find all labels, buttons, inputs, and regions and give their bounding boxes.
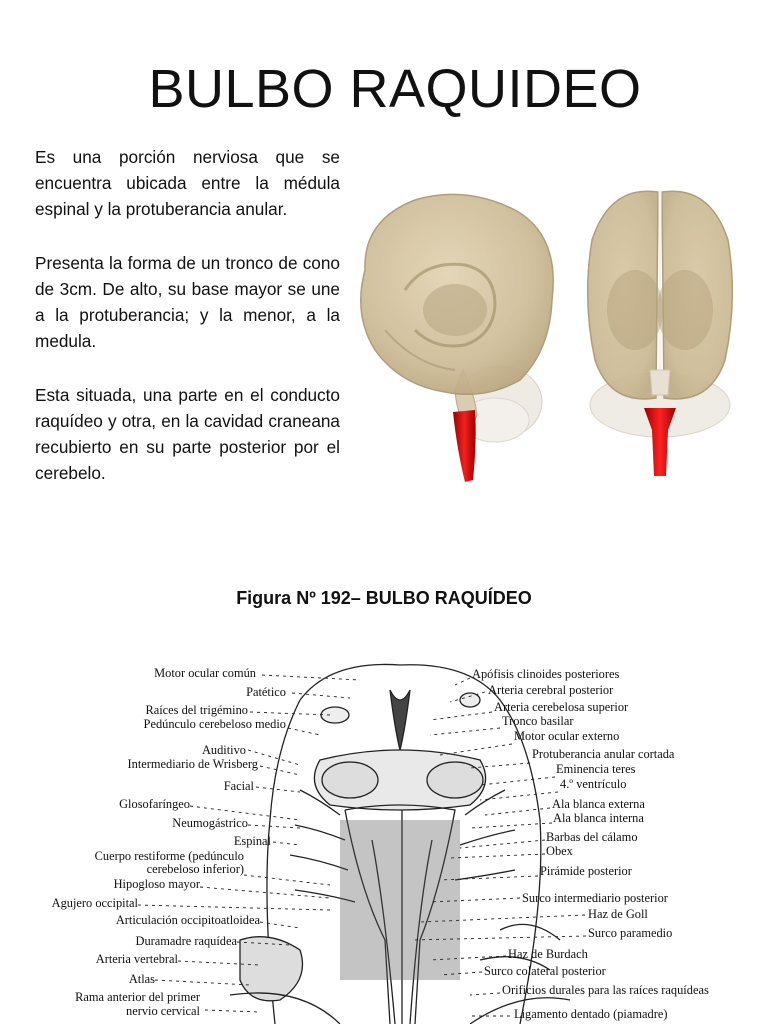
label-eminencia-teres: Eminencia teres	[556, 762, 636, 776]
label-glosofaringeo: Glosofaríngeo	[119, 797, 190, 811]
label-barbas-calamo: Barbas del cálamo	[546, 830, 638, 844]
label-auditivo: Auditivo	[201, 743, 246, 757]
label-cerebeloso-inferior: cerebeloso inferior)	[146, 862, 244, 876]
label-arteria-cerebral-posterior: Arteria cerebral posterior	[488, 683, 614, 697]
label-atlas: Atlas	[128, 972, 155, 986]
label-patetico: Patético	[246, 685, 286, 699]
label-ala-blanca-interna: Ala blanca interna	[553, 811, 644, 825]
label-facial: Facial	[223, 779, 254, 793]
label-surco-intermediario: Surco intermediario posterior	[522, 891, 668, 905]
label-arteria-cerebelosa-superior: Arteria cerebelosa superior	[494, 700, 629, 714]
paragraph-location: Es una porción nerviosa que se encuentra ubicada entre la médula espinal y la protuberancia anular.	[35, 147, 340, 219]
label-motor-ocular-externo: Motor ocular externo	[514, 729, 620, 743]
label-hipogloso-mayor: Hipogloso mayor	[113, 877, 200, 891]
label-obex: Obex	[546, 844, 573, 858]
label-cuarto-ventriculo: 4.º ventrículo	[560, 777, 627, 791]
label-arteria-vertebral: Arteria vertebral	[95, 952, 178, 966]
medulla-highlight	[453, 410, 476, 482]
label-protuberancia-anular: Protuberancia anular cortada	[532, 747, 675, 761]
label-cuerpo-restiforme: Cuerpo restiforme (pedúnculo	[94, 849, 244, 863]
label-espinal: Espinal	[233, 834, 271, 848]
label-pedunculo-cerebeloso-medio: Pedúnculo cerebeloso medio	[143, 717, 286, 731]
anatomy-figure	[0, 640, 768, 1024]
label-orificios-durales: Orificios durales para las raíces raquídeas	[502, 983, 709, 997]
brainstem-drawing	[0, 640, 768, 1024]
brain-lateral-view	[345, 180, 570, 490]
paragraph-shape: Presenta la forma de un tronco de cono de 3cm. De alto, su base mayor se une a la protuberancia; y la menor, a la medula.	[35, 253, 340, 351]
medulla-highlight	[644, 408, 676, 476]
label-ligamento-dentado: Ligamento dentado (piamadre)	[514, 1007, 668, 1021]
paragraph-position: Esta situada, una parte en el conducto raquídeo y otra, en la cavidad craneana recubierto en su parte posterior por el cerebelo.	[35, 385, 340, 483]
label-articulacion-occipitoatloidea: Articulación occipitoatloidea	[115, 913, 260, 927]
label-raices-trigemino: Raíces del trigémino	[145, 703, 248, 717]
label-haz-burdach: Haz de Burdach	[508, 947, 588, 961]
label-agujero-occipital: Agujero occipital	[51, 896, 138, 910]
label-ala-blanca-externa: Ala blanca externa	[552, 797, 645, 811]
label-apofisis-clinoides: Apófisis clinoides posteriores	[472, 667, 620, 681]
brain-frontal-view	[580, 180, 740, 480]
label-rama-anterior: Rama anterior del primer	[75, 990, 200, 1004]
body-text	[35, 144, 340, 514]
label-tronco-basilar: Tronco basilar	[502, 714, 574, 728]
label-intermediario-wrisberg: Intermediario de Wrisberg	[127, 757, 258, 771]
figure-caption: Figura Nº 192– BULBO RAQUÍDEO	[236, 588, 532, 608]
label-duramadre-raquidea: Duramadre raquídea	[135, 934, 237, 948]
label-nervio-cervical: nervio cervical	[126, 1004, 200, 1018]
label-surco-paramedio: Surco paramedio	[588, 926, 673, 940]
label-surco-colateral: Surco colateral posterior	[484, 964, 606, 978]
label-neumogastrico: Neumogástrico	[172, 816, 248, 830]
label-haz-goll: Haz de Goll	[588, 907, 648, 921]
label-motor-ocular-comun: Motor ocular común	[154, 666, 256, 680]
slide-title: BULBO RAQUIDEO	[148, 59, 642, 119]
label-piramide-posterior: Pirámide posterior	[540, 864, 632, 878]
